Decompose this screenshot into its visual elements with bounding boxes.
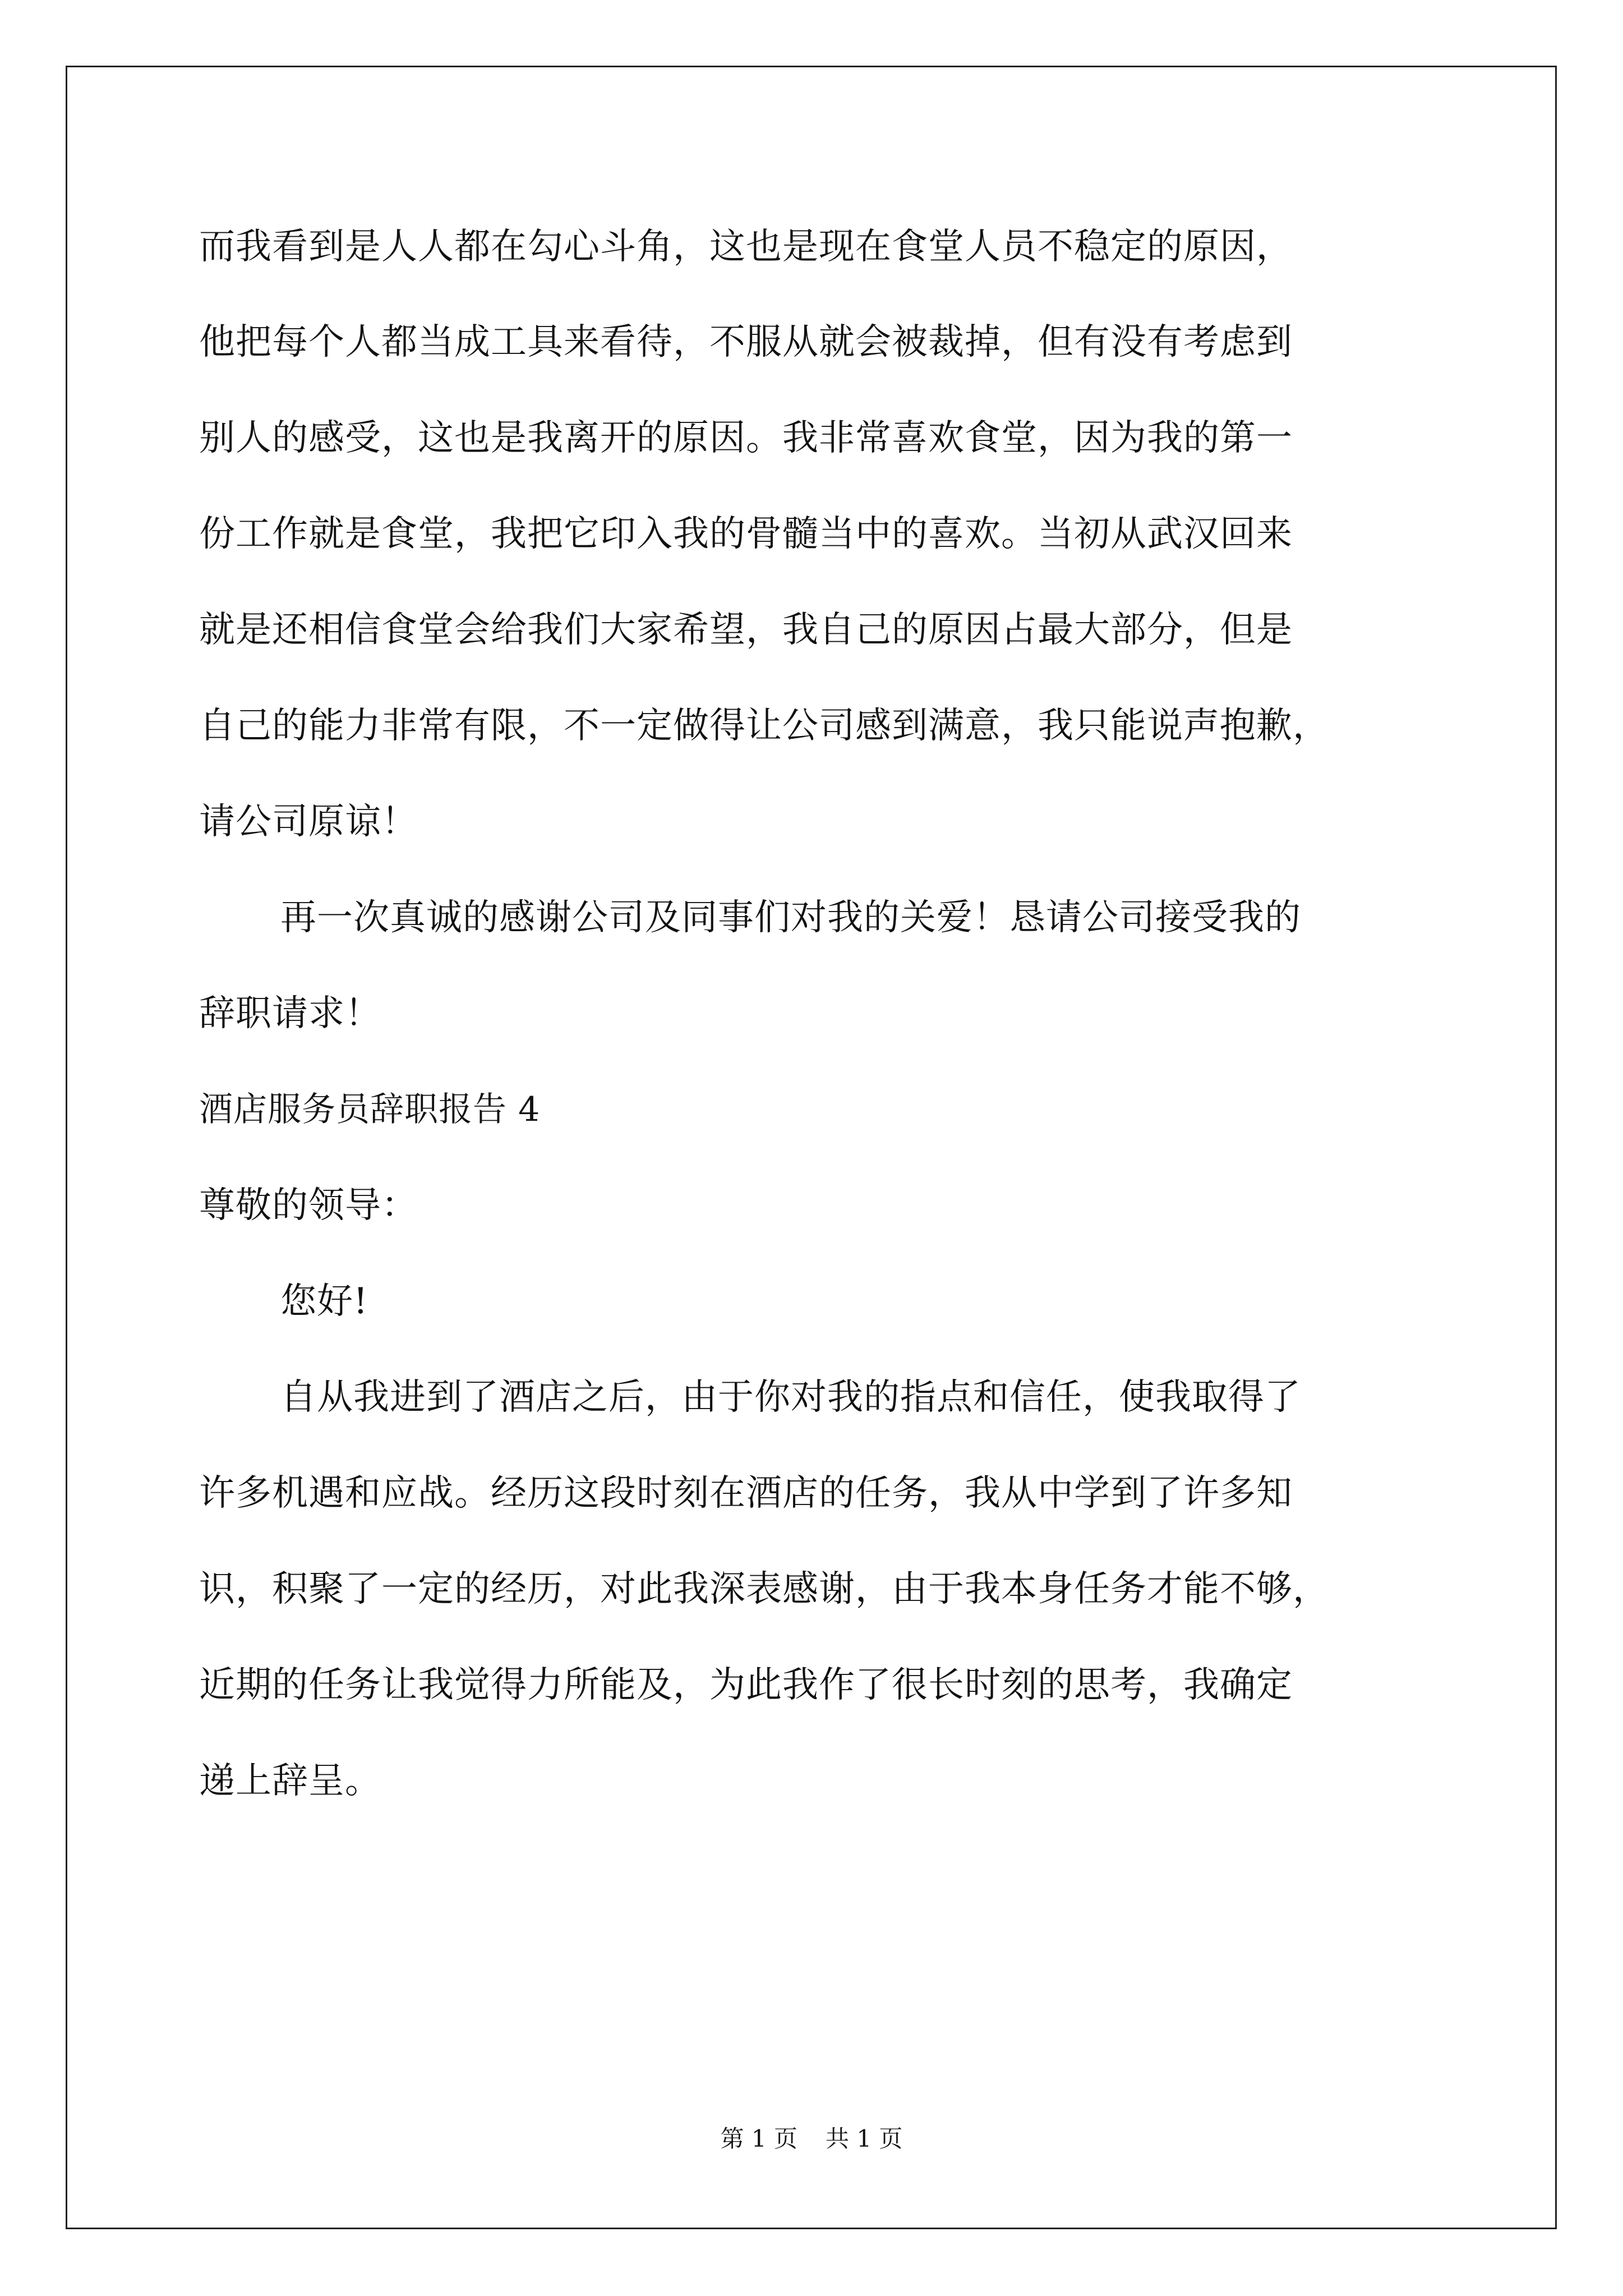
body-line-6: 自己的能力非常有限，不一定做得让公司感到满意，我只能说声抱歉，: [199, 705, 1329, 747]
body-line-9: 辞职请求！: [199, 993, 381, 1034]
body-line-1: 而我看到是人人都在勾心斗角，这也是现在食堂人员不稳定的原因，: [199, 226, 1293, 268]
section-title: 酒店服务员辞职报告 4: [199, 1090, 541, 1129]
body-line-13: 自从我进到了酒店之后，由于你对我的指点和信任，使我取得了: [280, 1377, 1301, 1418]
greeting: 您好!: [280, 1281, 368, 1322]
body-line-4: 份工作就是食堂，我把它印入我的骨髓当中的喜欢。当初从武汉回来: [199, 513, 1293, 555]
page-footer: [0, 2125, 1623, 2153]
page-border: [66, 66, 1557, 2229]
page-total: 共 1 页: [826, 2125, 903, 2152]
body-line-16: 近期的任务让我觉得力所能及，为此我作了很长时刻的思考，我确定: [199, 1664, 1293, 1706]
salutation: 尊敬的领导：: [199, 1185, 418, 1226]
body-line-3: 别人的感受，这也是我离开的原因。我非常喜欢食堂，因为我的第一: [199, 417, 1293, 459]
body-line-15: 识，积聚了一定的经历，对此我深表感谢，由于我本身任务才能不够，: [199, 1568, 1329, 1610]
body-line-5: 就是还相信食堂会给我们大家希望，我自己的原因占最大部分，但是: [199, 609, 1293, 651]
body-line-7: 请公司原谅！: [199, 801, 418, 843]
page-number: 第 1 页: [720, 2125, 797, 2152]
body-line-2: 他把每个人都当成工具来看待，不服从就会被裁掉，但有没有考虑到: [199, 321, 1293, 363]
body-line-17: 递上辞呈。: [199, 1760, 381, 1802]
body-line-14: 许多机遇和应战。经历这段时刻在酒店的任务，我从中学到了许多知: [199, 1473, 1293, 1514]
body-line-8: 再一次真诚的感谢公司及同事们对我的关爱！恳请公司接受我的: [280, 897, 1301, 938]
